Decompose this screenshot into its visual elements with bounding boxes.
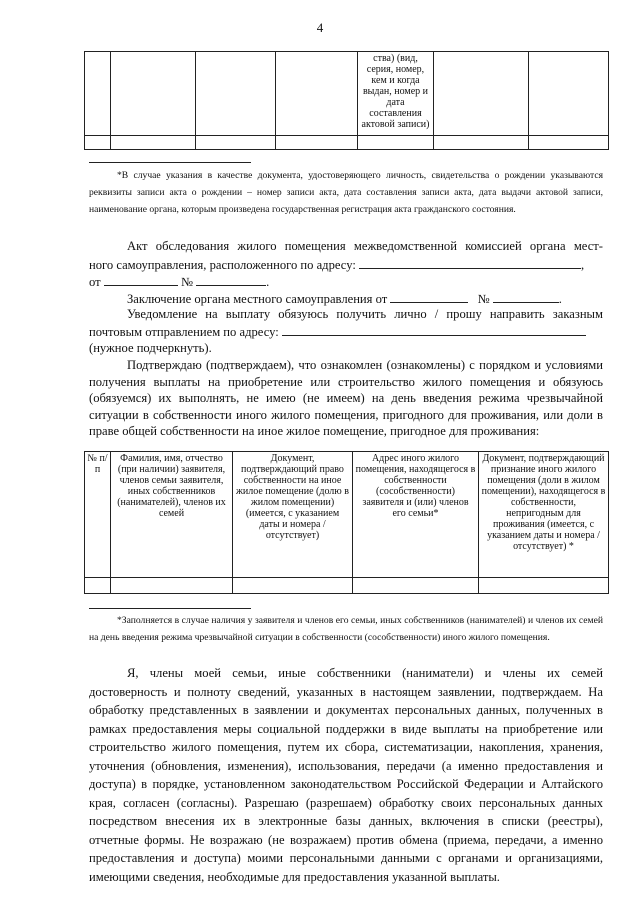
table-row [85, 52, 609, 136]
notify-line-1: Уведомление на выплату обязуюсь получить лично / прошу направить заказным [127, 307, 603, 321]
consent-paragraph: Я, члены моей семьи, иные собственники (наниматели) и члены их семей достоверность и полноту сведений, указанных в настоящем заявлении, подтверждаем. На обработку представленных в заявлении и документах персональных данных, полученных в рамках предоставления меры социальной поддержки в виде выплаты на приобретение или строительство жилого помещения, путем их сбора, систематизации, накопления, хранения, уточнения (обновления, изменения), использования, передачи (а именно предоставления и доступа) в порядке, установленном законодательством Российской Федерации и Алтайского края, согласен (согласны). Разрешаю (разрешаем) обработку своих персональных данных посредством внесения их в электронные базы данных, включения в списки (реестры), отчетные формы. Не возражаю (не возражаем) против обмена (приема, передачи, а именно предоставления и доступа) моими персональными данными с органами и организациями, имеющими сведения, необходимые для предоставления указанной выплаты. [89, 666, 603, 884]
footnote-1: *В случае указания в качестве документа, удостоверяющего личность, свидетельства о рождении указываются реквизиты записи акта о рождении – номер записи акта, дата составления записи акта, дата выдачи актовой записи, наименование органа, которым произведена государственная регистрация акта гражданского состояния. [89, 170, 603, 215]
table-header-row [85, 452, 609, 578]
table-cell[interactable] [479, 578, 609, 594]
notify-line-3: (нужное подчеркнуть). [89, 341, 212, 355]
confirm-paragraph: Подтверждаю (подтверждаем), что ознакомлен (ознакомлены) с порядком и условиями получения выплаты на приобретение или строительство жилого помещения и обязуюсь (обязуемся) их выполнять, не имею (не имеем) на день введения режима чрезвычайной ситуации в собственности иного жилого помещения, пригодного для проживания, или доли в праве общей собственности на иное жилое помещение, пригодное для проживания: [89, 358, 603, 439]
table-cell[interactable] [353, 578, 479, 594]
header-address: Адрес иного жилого помещения, находящегося в собственности (сособственности) заявителя и (или) членов его семьи* [353, 452, 479, 578]
header-full-name: Фамилия, имя, отчество (при наличии) заявителя, членов семьи заявителя, иных собственников (нанимателей), членов их семей [111, 452, 233, 578]
table-cell-document: ства) (вид, серия, номер, кем и когда выдан, номер и дата составления актовой записи) [358, 52, 434, 136]
other-housing-table [84, 451, 609, 594]
table-cell[interactable] [233, 578, 353, 594]
table-continued [84, 51, 609, 150]
act-address-label: ного самоуправления, расположенного по адресу: [89, 258, 356, 272]
table-cell [196, 52, 276, 136]
conclusion-period: . [558, 292, 562, 306]
notify-line-2 [89, 323, 603, 341]
act-line-3 [89, 273, 603, 291]
table-cell[interactable] [85, 578, 111, 594]
table-cell [276, 136, 358, 150]
table-row [85, 136, 609, 150]
table-cell [276, 52, 358, 136]
footnote-rule [89, 162, 251, 163]
table-cell [111, 136, 196, 150]
act-date-field[interactable] [104, 273, 178, 286]
table-cell [358, 136, 434, 150]
table-cell [434, 52, 529, 136]
act-from-label: от [89, 275, 101, 289]
notify-address-field[interactable] [282, 323, 586, 336]
table-cell[interactable] [111, 578, 233, 594]
header-ownership-document: Документ, подтверждающий право собственности на иное жилое помещение (долю в жилом помещении) (имеется, с указанием даты и номера / отсутствует) [233, 452, 353, 578]
footnote-rule [89, 608, 251, 609]
act-number-field[interactable] [196, 273, 266, 286]
table-cell [85, 136, 111, 150]
header-number: № п/п [85, 452, 111, 578]
conclusion-date-field[interactable] [390, 290, 468, 303]
footnote-2: *Заполняется в случае наличия у заявителя и членов его семьи, иных собственников (нанимателей) и членов их семей на день введения режима чрезвычайной ситуации в собственности (сособственности) иного жилого помещения. [89, 615, 603, 643]
conclusion-line [89, 290, 603, 308]
act-period: . [266, 275, 270, 289]
table-cell [529, 136, 609, 150]
table-cell [529, 52, 609, 136]
act-number-label: № [180, 275, 193, 289]
table-cell [85, 52, 111, 136]
table-cell [196, 136, 276, 150]
act-comma: , [581, 258, 585, 272]
conclusion-number-label: № [477, 292, 490, 306]
act-address-field[interactable] [359, 256, 581, 269]
act-line-1: Акт обследования жилого помещения межведомственной комиссией органа мест- [127, 239, 603, 253]
conclusion-number-field[interactable] [493, 290, 559, 303]
act-line-2 [89, 256, 603, 274]
table-cell [111, 52, 196, 136]
conclusion-label: Заключение органа местного самоуправления от [127, 292, 388, 306]
table-cell [434, 136, 529, 150]
notify-address-label: почтовым отправлением по адресу: [89, 325, 279, 339]
table-row [85, 578, 609, 594]
page-number: 4 [316, 20, 324, 35]
header-unfit-document: Документ, подтверждающий признание иного жилого помещения (доли в жилом помещении), находящегося в собственности, непригодным для проживания (имеется, с указанием даты и номера / отсутствует) * [479, 452, 609, 578]
